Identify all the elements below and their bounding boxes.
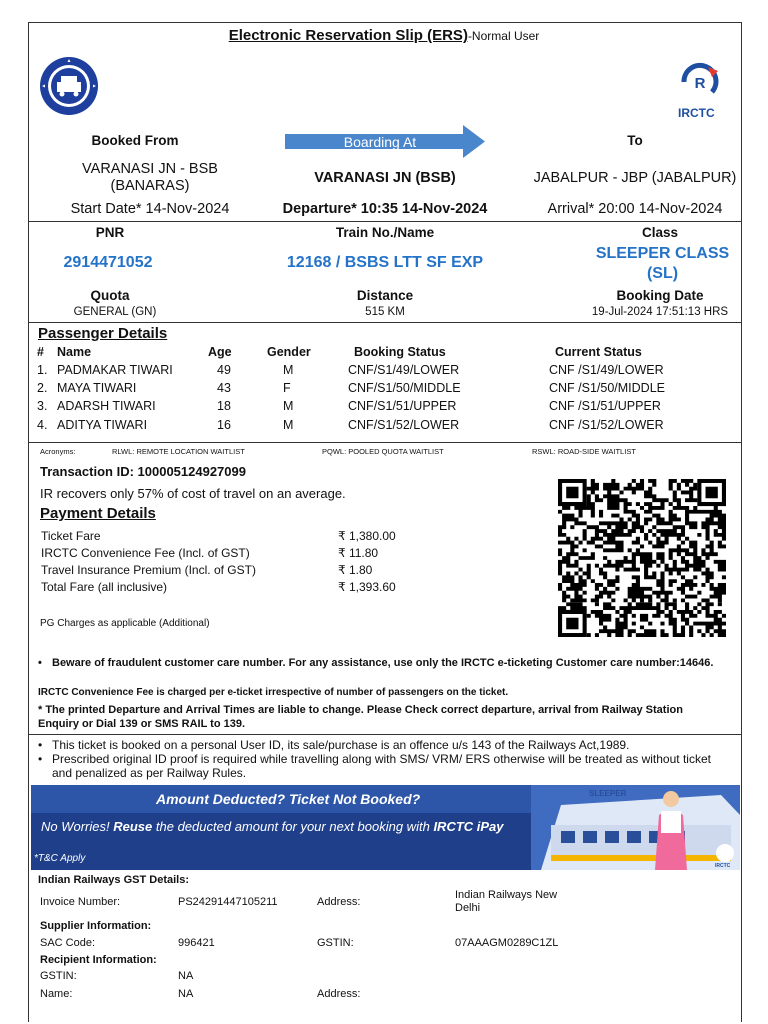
recovery-note: IR recovers only 57% of cost of travel on an average. <box>40 486 346 501</box>
gstin-value: 07AAAGM0289C1ZL <box>455 937 559 949</box>
gstin-label: GSTIN: <box>317 937 354 949</box>
acronym-pqwl: PQWL: POOLED QUOTA WAITLIST <box>322 447 444 456</box>
ipay-banner[interactable] <box>31 785 740 870</box>
pnr-label: PNR <box>95 225 125 240</box>
page-title: Electronic Reservation Slip (ERS)-Normal User <box>228 27 540 44</box>
table-row: 1. PADMAKAR TIWARI 49 M CNF/S1/49/LOWER CNF /S1/49/LOWER <box>37 363 664 377</box>
distance-label: Distance <box>356 288 414 303</box>
train-illustration-icon <box>531 785 740 870</box>
address-value: Indian Railways New Delhi <box>455 889 558 914</box>
sac-value: 996421 <box>178 937 215 949</box>
coach-label: SLEEPER <box>589 789 627 798</box>
irctc-logo-text: IRCTC <box>678 106 715 120</box>
to-label: To <box>627 133 643 148</box>
indian-railways-logo-icon <box>39 56 99 116</box>
recipient-address-label: Address: <box>317 988 361 1000</box>
recipient-heading: Recipient Information: <box>40 954 157 966</box>
acronym-rlwl: RLWL: REMOTE LOCATION WAITLIST <box>112 447 245 456</box>
pg-charges-note: PG Charges as applicable (Additional) <box>40 618 210 629</box>
banner-tagline: No Worries! Reuse the deducted amount for your next booking with IRCTC iPay <box>41 819 504 834</box>
train-name: 12168 / BSBS LTT SF EXP <box>286 254 484 271</box>
travel-class: SLEEPER CLASS (SL) <box>595 245 730 282</box>
divider <box>28 322 742 323</box>
payment-heading: Payment Details <box>40 505 156 522</box>
banner-irctc-logo: IRCTC <box>715 863 731 869</box>
table-row: 2. MAYA TIWARI 43 F CNF/S1/50/MIDDLE CNF /S1/50/MIDDLE <box>37 381 666 395</box>
recipient-gstin-value: NA <box>178 970 194 982</box>
divider <box>28 734 742 735</box>
booking-date-label: Booking Date <box>616 288 704 303</box>
bullet-id-note: • Prescribed original ID proof is required while travelling along with SMS/ VRM/ ERS otherwise will be treated as without ticket and penalized as per Railway Rules. <box>38 752 711 780</box>
acronyms-label: Acronyms: <box>40 447 76 456</box>
booking-date-value: 19-Jul-2024 17:51:13 HRS <box>591 306 729 318</box>
invoice-label: Invoice Number: <box>40 896 121 908</box>
gst-heading: Indian Railways GST Details: <box>38 874 189 886</box>
payment-row: Ticket Fare ₹ 1,380.00 <box>41 529 396 543</box>
arrival-time: Arrival* 20:00 14-Nov-2024 <box>547 201 723 217</box>
pnr-number: 2914471052 <box>63 254 153 271</box>
supplier-heading: Supplier Information: <box>40 920 152 932</box>
booked-from-station: VARANASI JN - BSB (BANARAS) <box>82 161 218 194</box>
transaction-id: Transaction ID: 100005124927099 <box>40 464 246 479</box>
divider <box>28 442 742 443</box>
invoice-value: PS24291447105211 <box>178 896 278 908</box>
start-date: Start Date* 14-Nov-2024 <box>70 201 230 217</box>
to-station: JABALPUR - JBP (JABALPUR) <box>533 170 737 186</box>
class-label: Class <box>641 225 679 240</box>
table-row: 4. ADITYA TIWARI 16 M CNF/S1/52/LOWER CNF /S1/52/LOWER <box>37 418 664 432</box>
fee-note: IRCTC Convenience Fee is charged per e-ticket irrespective of number of passengers on the ticket. <box>38 687 509 698</box>
recipient-name-value: NA <box>178 988 194 1000</box>
passenger-heading: Passenger Details <box>38 325 168 342</box>
table-row: 3. ADARSH TIWARI 18 M CNF/S1/51/UPPER CNF /S1/51/UPPER <box>37 399 661 413</box>
payment-row: Total Fare (all inclusive) ₹ 1,393.60 <box>41 580 396 594</box>
boarding-station: VARANASI JN (BSB) <box>314 170 456 186</box>
banner-tc: *T&C Apply <box>34 853 86 864</box>
banner-headline: Amount Deducted? Ticket Not Booked? <box>156 791 421 807</box>
acronym-rswl: RSWL: ROAD-SIDE WAITLIST <box>532 447 636 456</box>
bullet-booking-note: • This ticket is booked on a personal User ID, its sale/purchase is an offence u/s 143 of the Railways Act,1989. <box>38 738 630 752</box>
train-label: Train No./Name <box>335 225 435 240</box>
bullet-icon: • <box>38 752 43 766</box>
address-label: Address: <box>317 896 361 908</box>
bullet-icon: • <box>38 657 42 669</box>
beware-note: • Beware of fraudulent customer care number. For any assistance, use only the IRCTC e-ticketing Customer care number:14646. <box>38 657 714 669</box>
bullet-icon: • <box>38 738 43 752</box>
payment-row: IRCTC Convenience Fee (Incl. of GST) ₹ 11.80 <box>41 546 379 560</box>
passenger-table-header: # Name Age Gender Booking Status Current Status <box>37 345 642 359</box>
qr-code-icon <box>558 479 726 637</box>
divider <box>28 221 742 222</box>
recipient-name-label: Name: <box>40 988 73 1000</box>
irctc-logo-icon <box>668 62 732 108</box>
svg-text:R: R <box>694 75 706 92</box>
departure-time: Departure* 10:35 14-Nov-2024 <box>282 201 488 217</box>
quota-value: GENERAL (GN) <box>73 306 157 318</box>
payment-row: Travel Insurance Premium (Incl. of GST) ₹ 1.80 <box>41 563 373 577</box>
quota-label: Quota <box>90 288 130 303</box>
booked-from-label: Booked From <box>91 133 179 148</box>
sac-label: SAC Code: <box>40 937 96 949</box>
boarding-at-label: Boarding At <box>343 134 417 150</box>
timing-note: * The printed Departure and Arrival Times are liable to change. Please Check correct departure, arrival from Railway Station Enquiry or Dial 139 or SMS RAIL to 139. <box>38 704 683 730</box>
recipient-gstin-label: GSTIN: <box>40 970 77 982</box>
distance-value: 515 KM <box>365 306 405 318</box>
